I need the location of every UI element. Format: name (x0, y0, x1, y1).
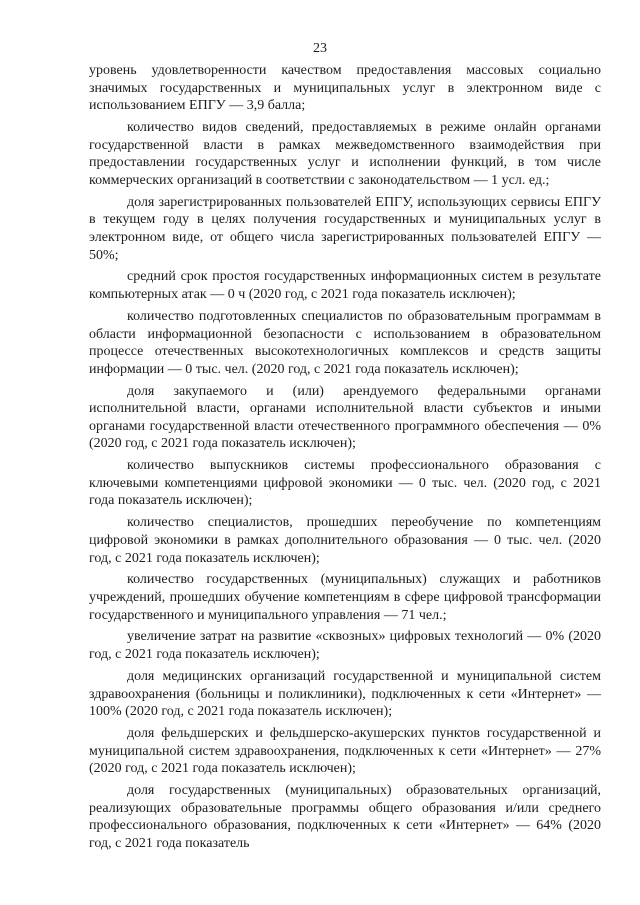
paragraph: доля зарегистрированных пользователей ЕПГУ, использующих сервисы ЕПГУ в текущем году в целях получения государственных и муниципальных услуг в электронном виде, от общего числа зарегистрированных пользователей ЕПГУ — 50%; (89, 194, 601, 263)
paragraph: доля фельдшерских и фельдшерско-акушерских пунктов государственной и муниципальной систем здравоохранения, подключенных к сети «Интернет» — 27% (2020 год, с 2021 года показатель исключен); (89, 726, 601, 777)
paragraph: количество подготовленных специалистов по образовательным программам в области информационной безопасности с использованием в образовательном процессе отечественных высокотехнологичных комплексов и средств защиты информации — 0 тыс. чел. (2020 год, с 2021 года показатель исключен); (89, 308, 601, 377)
paragraph: количество специалистов, прошедших переобучение по компетенциям цифровой экономики в рамках дополнительного образования — 0 тыс. чел. (2020 год, с 2021 года показатель исключен); (89, 515, 601, 566)
paragraph: увеличение затрат на развитие «сквозных» цифровых технологий — 0% (2020 год, с 2021 года показатель исключен); (89, 629, 601, 663)
paragraph: доля медицинских организаций государственной и муниципальной систем здравоохранения (больницы и поликлиники), подключенных к сети «Интернет» — 100% (2020 год, с 2021 года показатель исключен); (89, 668, 601, 720)
paragraph: количество видов сведений, предоставляемых в режиме онлайн органами государственной власти в рамках межведомственного взаимодействия при предоставлении государственных услуг и исполнении функций, в том числе коммерческих организаций в соответствии с законодательством — 1 усл. ед.; (89, 120, 601, 188)
paragraph: уровень удовлетворенности качеством предоставления массовых социально значимых государственных и муниципальных услуг в электронном виде с использованием ЕПГУ — 3,9 балла; (89, 63, 601, 114)
paragraph: доля закупаемого и (или) арендуемого федеральными органами исполнительной власти, органами исполнительной власти субъектов и иными органами государственной власти отечественного программного обеспечения — 0% (2020 год, с 2021 года показатель исключен); (89, 383, 601, 452)
paragraph: количество выпускников системы профессионального образования с ключевыми компетенциями цифровой экономики — 0 тыс. чел. (2020 год, с 2021 года показатель исключен); (89, 458, 601, 509)
paragraph: количество государственных (муниципальных) служащих и работников учреждений, прошедших обучение компетенциям в сфере цифровой трансформации государственного и муниципального управления — 71 чел.; (89, 572, 601, 623)
paragraph: доля государственных (муниципальных) образовательных организаций, реализующих образовательные программы общего образования и/или среднего профессионального образования, подключенных к сети «Интернет» — 64% (2020 год, с 2021 года показатель (89, 783, 601, 851)
paragraph: средний срок простоя государственных информационных систем в результате компьютерных атак — 0 ч (2020 год, с 2021 года показатель исключен); (89, 269, 601, 303)
document-body (89, 62, 601, 857)
page-number: 23 (313, 41, 327, 56)
